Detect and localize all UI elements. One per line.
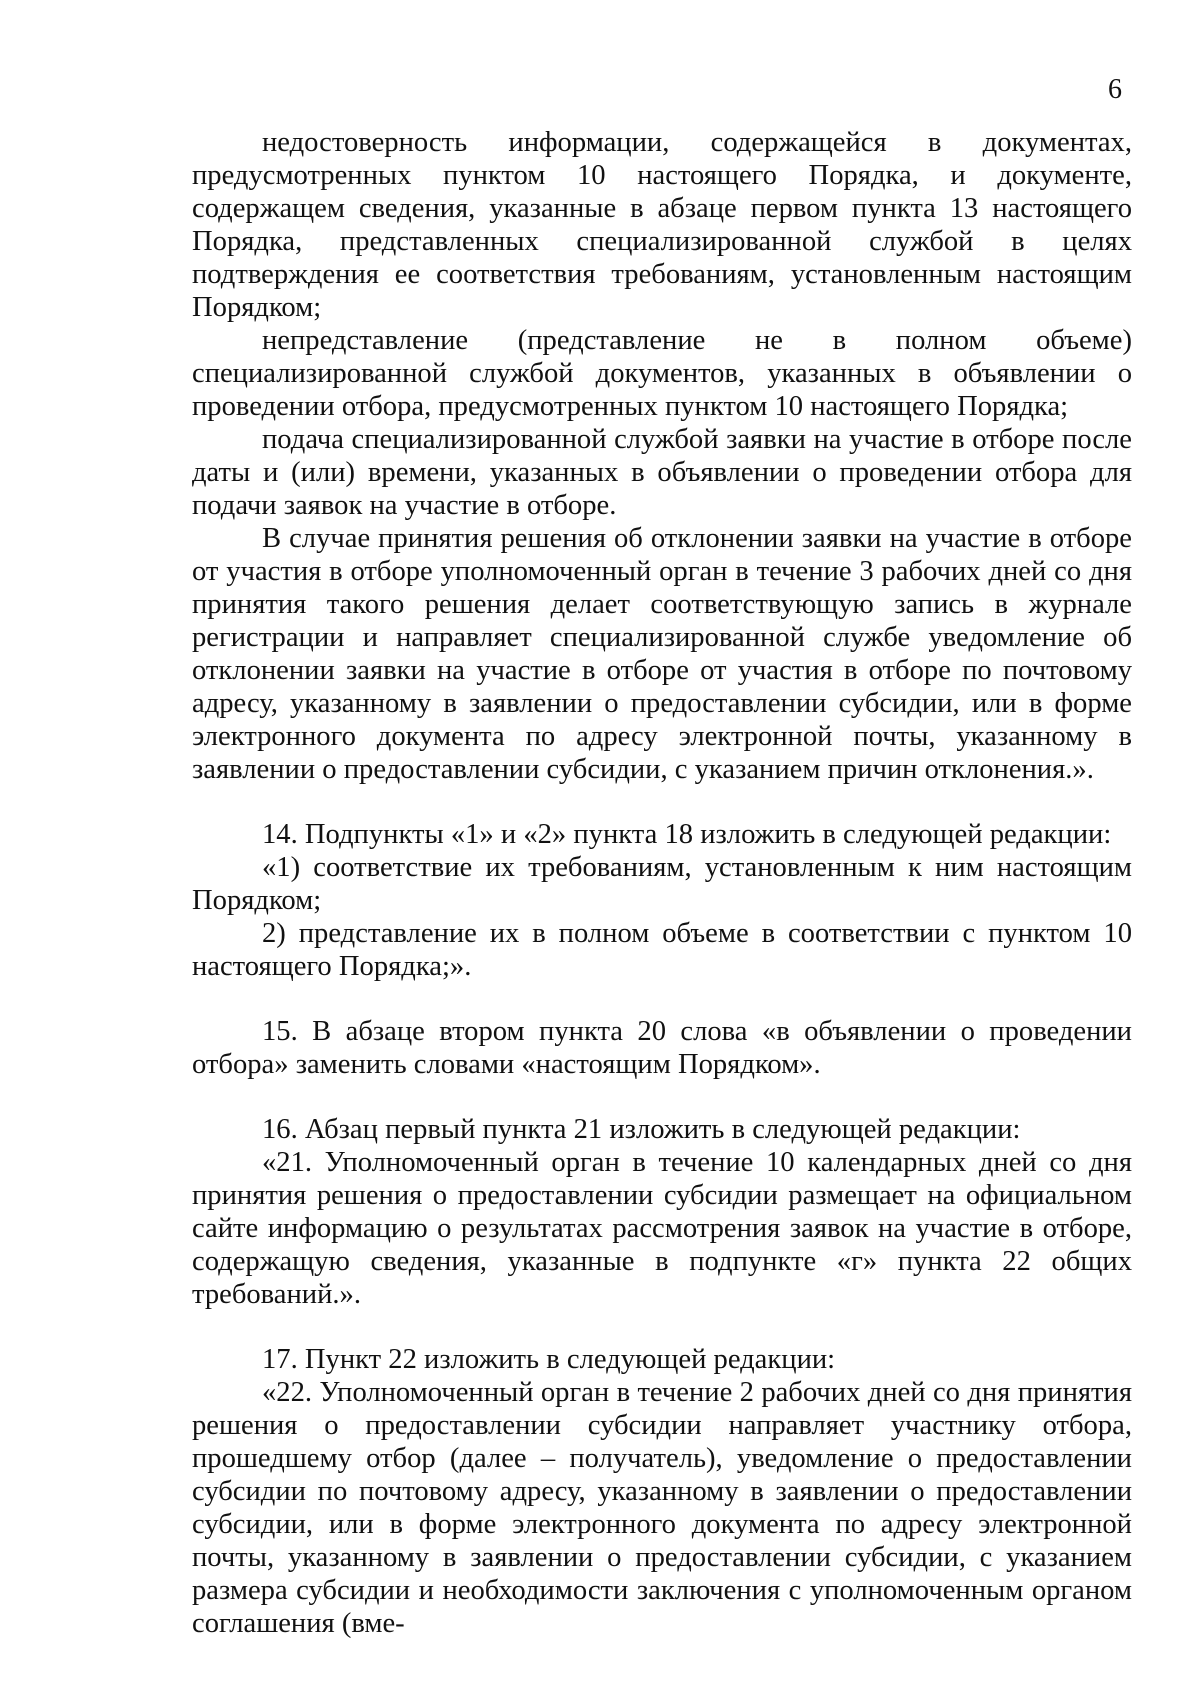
paragraph: «22. Уполномоченный орган в течение 2 рабочих дней со дня принятия решения о предоставлении субсидии направляет участнику отбора, прошедшему отбор (далее – получатель), уведомление о предоставлении субсидии по почтовому адресу, указанному в заявлении о предоставлении субсидии, или в форме электронного документа по адресу электронной почты, указанному в заявлении о предоставлении субсидии, с указанием размера субсидии и необходимости заключения с уполномоченным органом соглашения (вме- <box>192 1377 1132 1639</box>
paragraph: 14. Подпункты «1» и «2» пункта 18 изложить в следующей редакции: <box>262 819 1112 850</box>
paragraph: непредставление (представление не в полном объеме) специализированной службой документов, указанных в объявлении о проведении отбора, предусмотренных пунктом 10 настоящего Порядка; <box>192 325 1132 422</box>
paragraph: недостоверность информации, содержащейся в документах, предусмотренных пунктом 10 настоящего Порядка, и документе, содержащем сведения, указанные в абзаце первом пункта 13 настоящего Порядка, представленных специализированной службой в целях подтверждения ее соответствия требованиям, установленным настоящим Порядком; <box>192 127 1132 323</box>
paragraph: «21. Уполномоченный орган в течение 10 календарных дней со дня принятия решения о предоставлении субсидии размещает на официальном сайте информацию о результатах рассмотрения заявок на участие в отборе, содержащую сведения, указанные в подпункте «г» пункта 22 общих требований.». <box>192 1147 1132 1310</box>
paragraph: В случае принятия решения об отклонении заявки на участие в отборе от участия в отборе уполномоченный орган в течение 3 рабочих дней со дня принятия такого решения делает соответствующую запись в журнале регистрации и направляет специализированной службе уведомление об отклонении заявки на участие в отборе от участия в отборе по почтовому адресу, указанному в заявлении о предоставлении субсидии, или в форме электронного документа по адресу электронной почты, указанному в заявлении о предоставлении субсидии, с указанием причин отклонения.». <box>192 523 1132 785</box>
page-number: 6 <box>1108 74 1122 105</box>
paragraph: 2) представление их в полном объеме в соответствии с пунктом 10 настоящего Порядка;». <box>192 918 1132 982</box>
paragraph: 17. Пункт 22 изложить в следующей редакции: <box>262 1344 836 1375</box>
document-body <box>192 126 1132 1640</box>
paragraph: «1) соответствие их требованиям, установленным к ним настоящим Порядком; <box>192 852 1132 916</box>
paragraph: 15. В абзаце втором пункта 20 слова «в объявлении о проведении отбора» заменить словами «настоящим Порядком». <box>192 1016 1132 1080</box>
paragraph: 16. Абзац первый пункта 21 изложить в следующей редакции: <box>262 1114 1021 1145</box>
paragraph: подача специализированной службой заявки на участие в отборе после даты и (или) времени, указанных в объявлении о проведении отбора для подачи заявок на участие в отборе. <box>192 424 1132 521</box>
